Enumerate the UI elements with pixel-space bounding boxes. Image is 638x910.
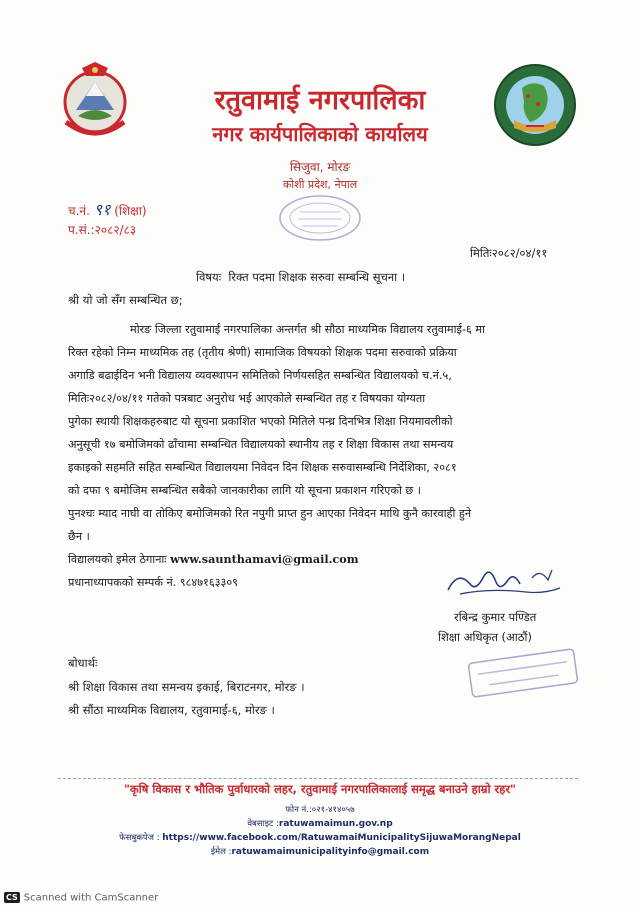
cc-item: श्री शिक्षा विकास तथा समन्वय इकाई, बिराटनगर, मोरङ । <box>68 680 305 694</box>
body-line: को दफा ९ बमोजिम सम्बन्धित सबैको जानकारीका लागि यो सूचना प्रकाशन गरिएको छ । <box>68 484 422 497</box>
body-line: अगाडि बढाईदिन भनी विद्यालय व्यवस्थापन समितिको निर्णयसहित सम्बन्धित विद्यालयको च.नं.५, <box>68 369 452 382</box>
signatory-title: शिक्षा अधिकृत (आठौं) <box>438 630 532 644</box>
office-dispatch-stamp-icon <box>276 192 364 244</box>
letter-salutation: श्री यो जो सँग सम्बन्धित छ; <box>68 293 183 307</box>
headteacher-phone: प्रधानाध्यापकको सम्पर्क नं. ९८४७१६३३०९ <box>68 576 238 589</box>
postscript-line: पुनश्चः म्याद नाघी वा तोकिए बमोजिमको रित नपुगी प्राप्त हुन आएका निवेदन माथि कुनै कारवाही हुने <box>68 507 472 520</box>
body-line: मितिः२०८२/०४/११ गतेको पत्रबाट अनुरोध भई आएकोले सम्बन्धित तह र विषयका योग्यता <box>68 392 426 405</box>
footer-facebook: फेसबुकपेज : https://www.facebook.com/RatuwamaiMunicipalitySijuwaMorangNepal <box>119 833 521 843</box>
camscanner-icon: CS <box>6 893 18 902</box>
cc-item: श्री सौंठा माध्यमिक विद्यालय, रतुवामाई-६, मोरङ । <box>68 703 275 717</box>
school-email: विद्यालयको इमेल ठेगानाः www.saunthamavi@gmail.com <box>68 552 359 566</box>
footer-phone: फोन नं.:०२१-४१४०५७ <box>285 805 355 815</box>
footer-website: वेबसाइट :ratuwamaimun.gov.np <box>247 819 393 829</box>
body-line: पुगेका स्थायी शिक्षकहरुबाट यो सूचना प्रकाशित भएको मितिले पन्ध्र दिनभित्र शिक्षा नियमावलीको <box>68 415 453 428</box>
office-subtitle: नगर कार्यपालिकाको कार्यालय <box>212 122 428 146</box>
scanner-watermark: CS Scanned with CamScanner <box>6 892 159 904</box>
office-address-city: सिजुवा, मोरङ <box>289 160 351 174</box>
officer-stamp-icon <box>464 642 582 704</box>
office-address-province: कोशी प्रदेश, नेपाल <box>282 178 358 191</box>
footer-divider <box>58 778 578 779</box>
footer-email: ईमेल :ratuwamaimunicipalityinfo@gmail.com <box>210 847 430 857</box>
signature-icon <box>440 562 570 602</box>
nepal-emblem-icon <box>58 58 132 142</box>
office-title: रतुवामाई नगरपालिका <box>214 85 426 116</box>
letter-subject: विषयः रिक्त पदमा शिक्षक सरुवा सम्बन्धि सूचना । <box>196 270 406 284</box>
chalani-number: च.नं. ९१ (शिक्षा) <box>68 200 147 219</box>
body-line: इकाइको सहमति सहित सम्बन्धित विद्यालयमा निवेदन दिन शिक्षक सरुवासम्बन्धि निर्देशिका, २०८१ <box>68 461 457 474</box>
signatory-name: रबिन्द्र कुमार पण्डित <box>454 610 537 624</box>
letter-date: मितिः२०८२/०४/११ <box>470 246 548 260</box>
cc-heading: बोधार्थः <box>68 656 98 670</box>
postscript-line: छैन । <box>68 530 90 543</box>
patra-sankhya: प.सं.:२०८२/८३ <box>68 223 137 237</box>
school-email-value: www.saunthamavi@gmail.com <box>170 552 359 566</box>
body-line: मोरङ जिल्ला रतुवामाई नगरपालिका अन्तर्गत श्री सौठा माध्यमिक विद्यालय रतुवामाई-६ मा <box>130 323 485 336</box>
body-line: अनुसूची १७ बमोजिमको ढाँचामा सम्बन्धित विद्यालयको स्थानीय तह र शिक्षा विकास तथा समन्वय <box>68 438 454 451</box>
body-line: रिक्त रहेको निम्न माध्यमिक तह (तृतीय श्रेणी) सामाजिक विषयको शिक्षक पदमा सरुवाको प्रक्रिया <box>68 346 457 359</box>
footer-slogan: "कृषि विकास र भौतिक पुर्वाधारको लहर, रतुवामाई नगरपालिकालाई समृद्ध बनाउने हाम्रो रहर" <box>123 782 517 796</box>
municipality-logo-icon <box>492 62 578 148</box>
chalani-handwritten-number: ९१ <box>93 200 111 219</box>
